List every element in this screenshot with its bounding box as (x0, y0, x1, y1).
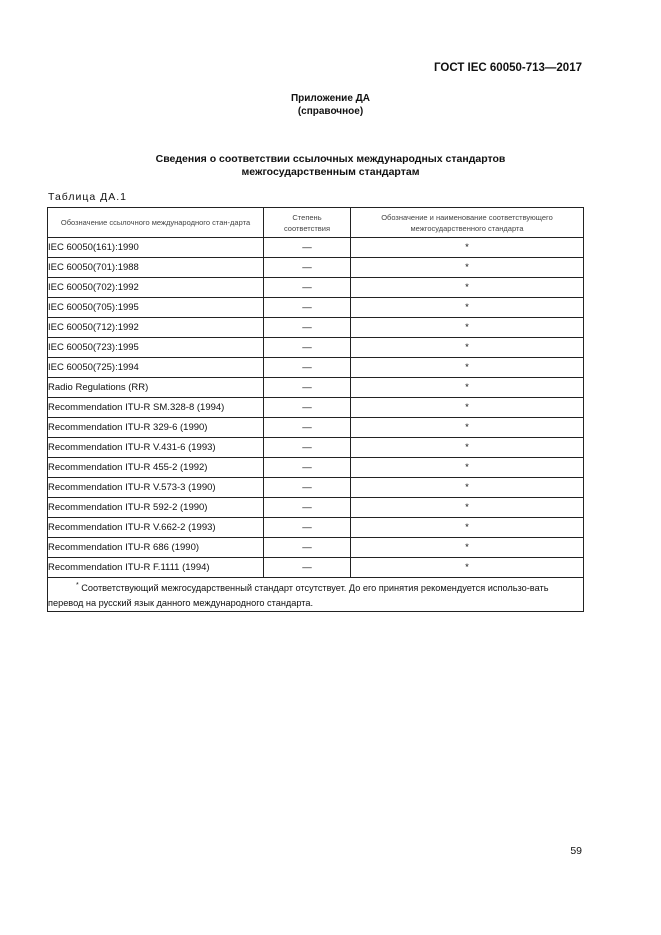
table-row (48, 458, 584, 478)
row-degree: — (264, 498, 351, 518)
footnote-marker: * (76, 582, 79, 589)
row-degree: — (264, 378, 351, 398)
row-designation: Recommendation ITU-R V.431-6 (1993) (48, 438, 264, 458)
row-standard: * (351, 478, 584, 498)
row-degree: — (264, 518, 351, 538)
row-standard: * (351, 458, 584, 478)
row-designation: Recommendation ITU-R 592-2 (1990) (48, 498, 264, 518)
row-standard: * (351, 538, 584, 558)
row-standard: * (351, 358, 584, 378)
row-standard: * (351, 338, 584, 358)
page-number: 59 (570, 845, 582, 857)
footnote-text: Соответствующий межгосударственный стандарт отсутствует. До его принятия рекомендуется использо-вать перевод на русский язык данного международного стандарта. (48, 583, 549, 609)
row-designation: Recommendation ITU-R V.662-2 (1993) (48, 518, 264, 538)
table-row (48, 418, 584, 438)
row-standard: * (351, 378, 584, 398)
row-standard: * (351, 438, 584, 458)
row-designation: IEC 60050(701):1988 (48, 258, 264, 278)
annex-title: Приложение ДА (290, 93, 371, 104)
table-row (48, 358, 584, 378)
row-standard: * (351, 398, 584, 418)
annex-type: (справочное) (297, 106, 364, 117)
row-degree: — (264, 418, 351, 438)
header-degree: Степень соответствия (264, 208, 351, 238)
table-row (48, 278, 584, 298)
row-degree: — (264, 538, 351, 558)
row-designation: Recommendation ITU-R 329-6 (1990) (48, 418, 264, 438)
row-standard: * (351, 518, 584, 538)
row-degree: — (264, 338, 351, 358)
row-standard: * (351, 318, 584, 338)
row-standard: * (351, 258, 584, 278)
row-degree: — (264, 438, 351, 458)
correspondence-table (47, 207, 584, 612)
row-degree: — (264, 358, 351, 378)
footnote-row (48, 578, 584, 612)
table-row (48, 478, 584, 498)
table-row (48, 238, 584, 258)
table-row (48, 338, 584, 358)
row-degree: — (264, 478, 351, 498)
header-designation: Обозначение ссылочного международного стан-дарта (48, 208, 264, 238)
standard-code: ГОСТ IEC 60050-713—2017 (434, 62, 582, 74)
footnote (48, 578, 584, 612)
table-row (48, 318, 584, 338)
row-standard: * (351, 418, 584, 438)
row-designation: Radio Regulations (RR) (48, 378, 264, 398)
row-degree: — (264, 298, 351, 318)
row-standard: * (351, 558, 584, 578)
row-designation: IEC 60050(705):1995 (48, 298, 264, 318)
row-degree: — (264, 318, 351, 338)
row-degree: — (264, 278, 351, 298)
row-degree: — (264, 238, 351, 258)
row-designation: IEC 60050(712):1992 (48, 318, 264, 338)
table-row (48, 258, 584, 278)
table-row (48, 498, 584, 518)
row-designation: IEC 60050(725):1994 (48, 358, 264, 378)
table-row (48, 378, 584, 398)
row-designation: Recommendation ITU-R 455-2 (1992) (48, 458, 264, 478)
row-designation: IEC 60050(723):1995 (48, 338, 264, 358)
row-degree: — (264, 558, 351, 578)
row-degree: — (264, 258, 351, 278)
section-title-line2: межгосударственным стандартам (241, 166, 420, 178)
row-designation: Recommendation ITU-R 686 (1990) (48, 538, 264, 558)
table-row (48, 518, 584, 538)
row-designation: Recommendation ITU-R SM.328-8 (1994) (48, 398, 264, 418)
table-row (48, 398, 584, 418)
row-designation: Recommendation ITU-R F.1111 (1994) (48, 558, 264, 578)
row-designation: Recommendation ITU-R V.573-3 (1990) (48, 478, 264, 498)
row-degree: — (264, 398, 351, 418)
table-caption: Таблица ДА.1 (48, 191, 127, 203)
annex-heading (0, 92, 661, 118)
row-designation: IEC 60050(161):1990 (48, 238, 264, 258)
row-degree: — (264, 458, 351, 478)
row-standard: * (351, 278, 584, 298)
row-standard: * (351, 498, 584, 518)
table-row (48, 298, 584, 318)
row-designation: IEC 60050(702):1992 (48, 278, 264, 298)
table-row (48, 538, 584, 558)
table-header-row (48, 208, 584, 238)
row-standard: * (351, 238, 584, 258)
table-row (48, 558, 584, 578)
section-title (0, 153, 661, 179)
table-row (48, 438, 584, 458)
header-standard: Обозначение и наименование соответствующего межгосударственного стандарта (351, 208, 584, 238)
section-title-line1: Сведения о соответствии ссылочных международных стандартов (155, 153, 506, 165)
row-standard: * (351, 298, 584, 318)
